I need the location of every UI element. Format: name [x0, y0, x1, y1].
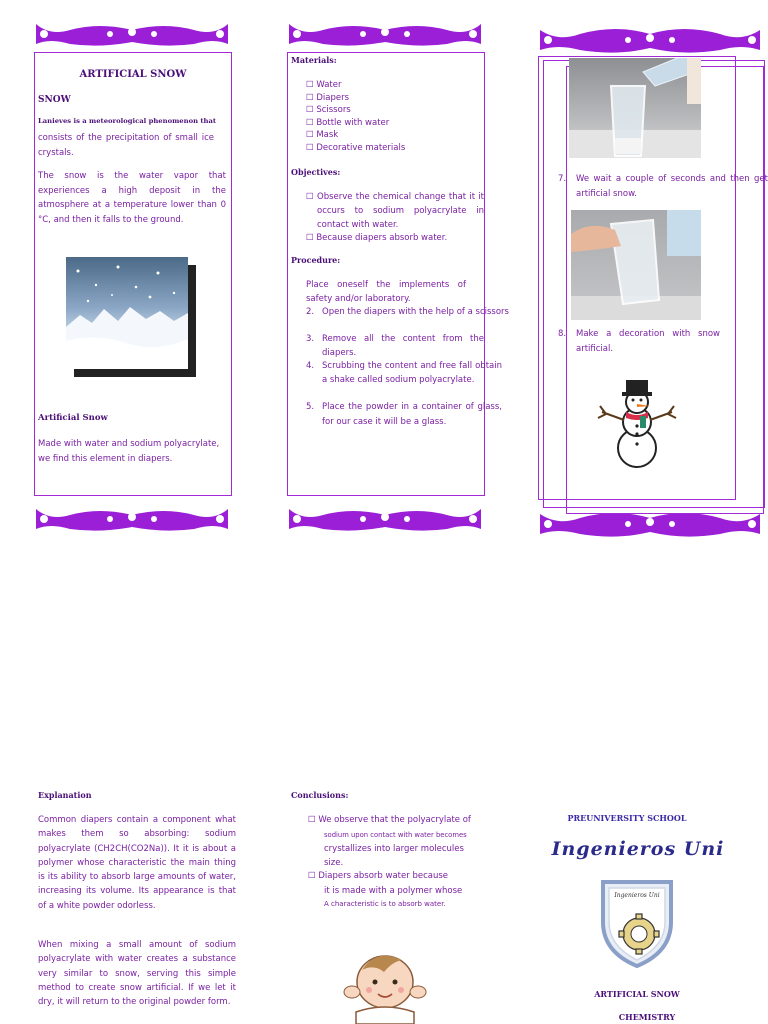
- brand-logo-text: Ingenieros Uni: [551, 838, 725, 860]
- ornamental-banner-bottom-2: [283, 505, 487, 535]
- procedure-step-8: 8. Make a decoration with snow artificial.: [558, 329, 720, 354]
- bullet-box-icon: ☐: [308, 815, 319, 825]
- bullet-box-icon: ☐: [306, 117, 317, 128]
- conclusions-heading: Conclusions:: [291, 790, 349, 800]
- objective-1: ☐ Observe the chemical change that it it occurs to sodium polyacrylate in contact with water.: [306, 192, 484, 230]
- procedure-heading: Procedure:: [291, 255, 341, 265]
- bullet-box-icon: ☐: [306, 130, 317, 140]
- conclusion-1: ☐ We observe that the polyacrylate of sodium upon contact with water becomes crystallizes into larger molecules size.: [308, 815, 471, 868]
- list-item: ☐ Scissors: [306, 105, 351, 115]
- ornamental-banner-bottom-1: [30, 505, 234, 535]
- bullet-box-icon: ☐: [306, 92, 317, 103]
- materials-heading: Materials:: [291, 55, 337, 65]
- glass-snow-photo: [571, 210, 701, 320]
- bullet-box-icon: ☐: [306, 80, 317, 90]
- conclusion-2: ☐ Diapers absorb water because it is made with a polymer whose A characteristic is to absorb water.: [308, 871, 463, 908]
- baby-diaper-icon: [332, 942, 438, 1024]
- procedure-step-5: 5. Place the powder in a container of glass, for our case it will be a glass.: [306, 402, 502, 427]
- list-item: ☐ Bottle with water: [306, 117, 390, 128]
- explanation-text-2: When mixing a small amount of sodium polyacrylate with water creates a substance very similar to snow, serving this simple method to create snow artificial. If we let it dry, it will return to the original powder form.: [38, 940, 236, 1008]
- glass-water-photo: [569, 58, 701, 158]
- cover-subject: CHEMISTRY: [618, 1012, 676, 1022]
- list-item: ☐ Mask: [306, 130, 339, 140]
- intro-bold-text: Lanieves is a meteorological phenomenon that: [38, 117, 217, 125]
- school-name: PREUNIVERSITY SCHOOL: [567, 813, 687, 823]
- artificial-snow-heading: Artificial Snow: [38, 413, 108, 423]
- procedure-step-2: 2. Open the diapers with the help of a scissors: [306, 307, 509, 317]
- list-item: ☐ Diapers: [306, 92, 349, 103]
- snow-heading: SNOW: [38, 95, 71, 105]
- list-item: ☐ Water: [306, 80, 342, 90]
- bullet-box-icon: ☐: [306, 233, 317, 243]
- procedure-step-4: 4. Scrubbing the content and free fall obtain a shake called sodium polyacrylate.: [306, 361, 502, 385]
- procedure-step-3: 3. Remove all the content from the diapers.: [306, 334, 484, 358]
- materials-list: [306, 79, 405, 154]
- bullet-box-icon: ☐: [306, 192, 314, 202]
- snowman-icon: [596, 378, 678, 470]
- school-crest-icon: [597, 876, 677, 968]
- ornamental-banner-top-3: [536, 22, 764, 56]
- explanation-text-1: Common diapers contain a component what makes them so absorbing: sodium polyacrylate (CH2CH(CO2Na)). It it is about a polymer whose characteristic the main thing is its ability to absorb large amounts of water, increasing its volume. Its appearance is that of a white powder odorless.: [38, 815, 236, 911]
- artificial-snow-text: Made with water and sodium polyacrylate, we find this element in diapers.: [38, 439, 220, 464]
- explanation-heading: Explanation: [38, 790, 92, 800]
- ornamental-banner-top-2: [283, 18, 487, 50]
- bullet-box-icon: ☐: [308, 871, 319, 881]
- intro-rest-text: consists of the precipitation of small ice crystals.: [38, 133, 214, 158]
- objectives-heading: Objectives:: [291, 167, 341, 177]
- cover-title: ARTIFICIAL SNOW: [594, 989, 680, 999]
- winter-landscape-image: [66, 257, 188, 369]
- crest-text: Ingenieros Uni: [614, 892, 660, 899]
- bullet-box-icon: ☐: [306, 105, 317, 115]
- ornamental-banner-top-1: [30, 18, 234, 50]
- procedure-step-7: 7. We wait a couple of seconds and then get artificial snow.: [558, 174, 768, 199]
- procedure-intro: Place oneself the implements of safety and/or laboratory.: [306, 280, 466, 304]
- list-item: ☐ Decorative materials: [306, 142, 406, 153]
- snow-definition-text: The snow is the water vapor that experiences a high deposit in the atmosphere at a temperature lower than 0 °C, and then it falls to the ground.: [38, 171, 226, 225]
- bullet-box-icon: ☐: [306, 142, 317, 153]
- objective-2: ☐ Because diapers absorb water.: [306, 233, 448, 243]
- panel1-title: ARTIFICIAL SNOW: [79, 69, 187, 80]
